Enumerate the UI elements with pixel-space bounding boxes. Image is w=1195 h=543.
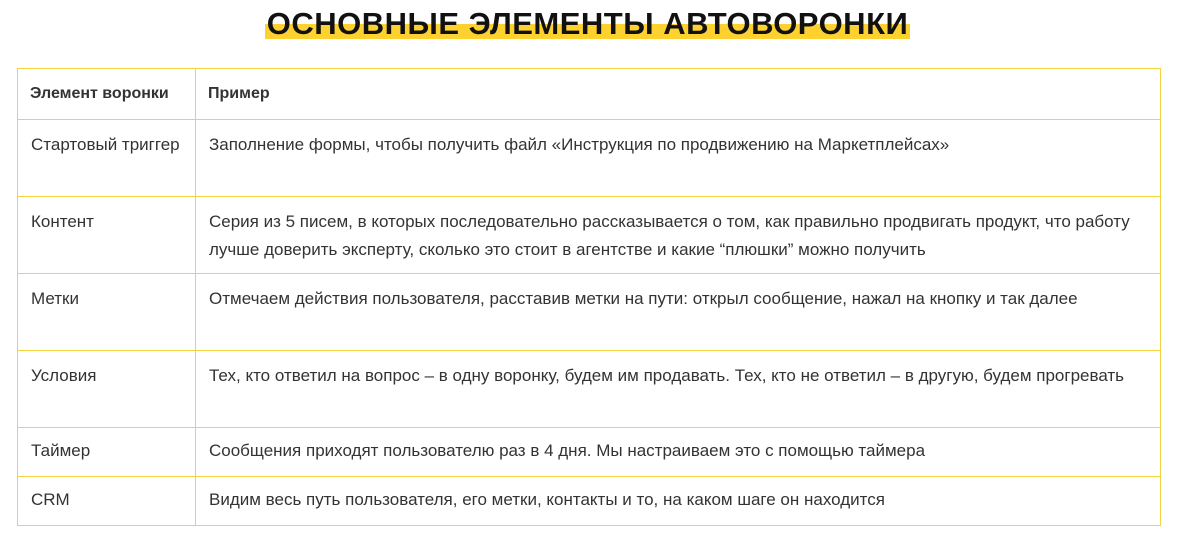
element-cell: CRM [18, 477, 196, 526]
table-row [18, 428, 1161, 477]
example-cell: Заполнение формы, чтобы получить файл «Инструкция по продвижению на Маркетплейсах» [196, 120, 1161, 197]
element-cell: Контент [18, 197, 196, 274]
table-row [18, 120, 1161, 197]
table-row [18, 351, 1161, 428]
element-cell: Метки [18, 274, 196, 351]
example-cell: Сообщения приходят пользователю раз в 4 дня. Мы настраиваем это с помощью таймера [196, 428, 1161, 477]
example-cell: Серия из 5 писем, в которых последовательно рассказывается о том, как правильно продвигать продукт, что работу лучше доверить эксперту, сколько это стоит в агентстве и какие “плюшки” можно получить [196, 197, 1161, 274]
table-header-row [18, 69, 1161, 120]
table-row [18, 197, 1161, 274]
example-cell: Отмечаем действия пользователя, расставив метки на пути: открыл сообщение, нажал на кнопку и так далее [196, 274, 1161, 351]
column-header-element: Элемент воронки [18, 69, 196, 120]
table-row [18, 274, 1161, 351]
element-cell: Таймер [18, 428, 196, 477]
element-cell: Стартовый триггер [18, 120, 196, 197]
example-cell: Видим весь путь пользователя, его метки, контакты и то, на каком шаге он находится [196, 477, 1161, 526]
funnel-elements-table [17, 68, 1161, 526]
title-wrapper [0, 0, 1175, 42]
table-row [18, 477, 1161, 526]
example-cell: Тех, кто ответил на вопрос – в одну воронку, будем им продавать. Тех, кто не ответил – в другую, будем прогревать [196, 351, 1161, 428]
page-title: ОСНОВНЫЕ ЭЛЕМЕНТЫ АВТОВОРОНКИ [266, 6, 909, 41]
element-cell: Условия [18, 351, 196, 428]
column-header-example: Пример [196, 69, 1161, 120]
